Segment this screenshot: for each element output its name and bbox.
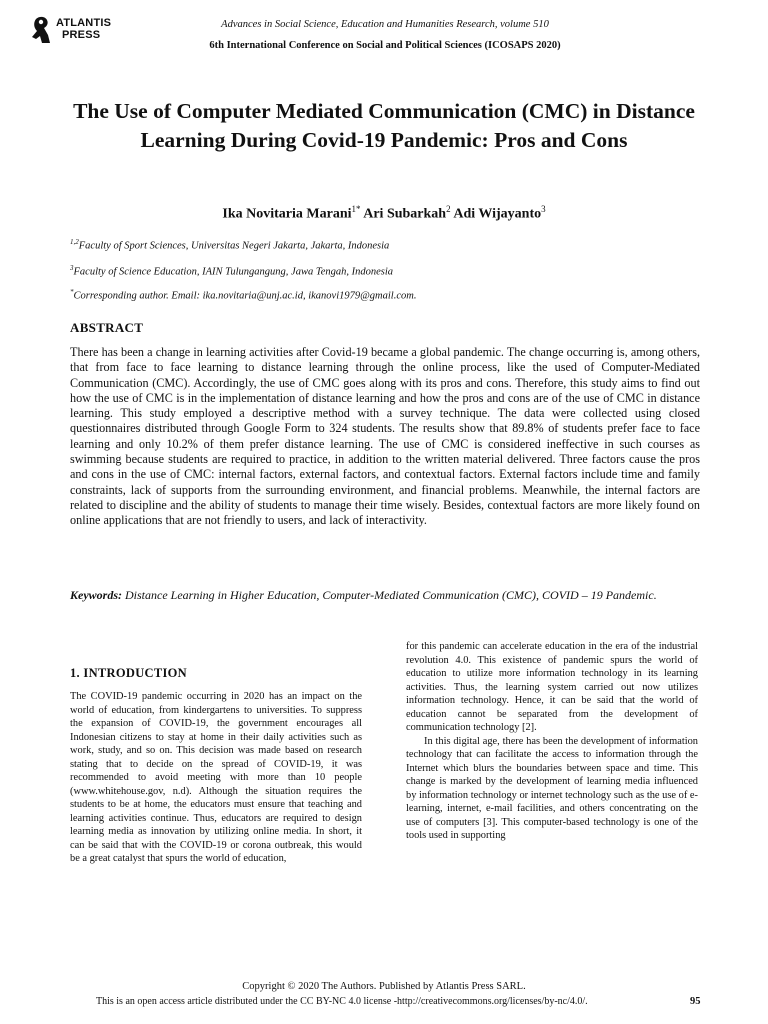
right-column (406, 640, 698, 896)
logo-line1: ATLANTIS (56, 17, 112, 29)
author-sup: 3 (541, 204, 546, 214)
publisher-logo (30, 15, 140, 47)
author-list (60, 200, 708, 224)
atlantis-figure-icon (30, 15, 54, 45)
section-heading-introduction: 1. INTRODUCTION (70, 666, 188, 680)
keywords (70, 588, 700, 603)
corresponding-author (70, 286, 710, 303)
affiliation (70, 262, 710, 279)
intro-paragraph: for this pandemic can accelerate education in the era of the industrial revolution 4.0. This existence of pandemic spurs the world of education to utilize more information technology in its learning activities. Thus, the learning system carried out now utilizes information technology. Hence, it can be said that the world of education cannot be separated from the development of communication technology [2]. (406, 641, 698, 733)
intro-paragraph: The COVID-19 pandemic occurring in 2020 has an impact on the world of education, from kindergartens to universities. To suppress the expansion of COVID-19, the government encourages all Indonesian citizens to stay at home in their daily activities such as work, study, and so on. This decision was made based on research stating that to decide on the spread of COVID-19, it was recommended to avoid meeting with more than 10 people (www.whitehouse.gov, n.d). Although the situation requires the students to be at home, the educators must ensure that teaching and learning activities continue. Thus, educators are required to design learning media as innovation by utilizing online media. In short, it can be said that with the COVID-19 or corona outbreak, this would be a great catalyst that spurs the world of education, (70, 691, 362, 864)
affiliation-text: Faculty of Sport Sciences, Universitas Negeri Jakarta, Jakarta, Indonesia (78, 240, 390, 252)
affiliation-text: Faculty of Science Education, IAIN Tulungangung, Jawa Tengah, Indonesia (73, 266, 394, 278)
affiliation (70, 236, 710, 253)
keywords-text: Distance Learning in Higher Education, Computer-Mediated Communication (CMC), COVID – 19 Pandemic. (125, 588, 657, 602)
logo-text (56, 17, 111, 41)
page-number: 95 (690, 996, 701, 1007)
journal-name: Advances in Social Science, Education and Humanities Research, volume 510 (221, 19, 549, 30)
abstract-heading: ABSTRACT (70, 320, 144, 335)
conference-name: 6th International Conference on Social and Political Sciences (ICOSAPS 2020) (209, 40, 561, 51)
author-sup: 2 (446, 204, 451, 214)
paper-title: The Use of Computer Mediated Communication (CMC) in Distance Learning During Covid-19 Pandemic: Pros and Cons (73, 99, 695, 152)
author-sup: 1* (351, 204, 361, 214)
logo-line2: PRESS (62, 29, 101, 41)
license-notice: This is an open access article distributed under the CC BY-NC 4.0 license -http://creativecommons.org/licenses/by-nc/4.0/. (96, 996, 588, 1007)
author-name: Ari Subarkah (363, 206, 447, 222)
keywords-label: Keywords: (70, 588, 122, 602)
intro-paragraph: In this digital age, there has been the development of information technology that can facilitate the access to information through the Internet which blurs the boundaries between space and time. This change is marked by the development of learning media influenced by information technology or internet technology such as the use of e-learning, internet, e-mail facilities, and others concentrating on the use of computers [3]. This computer-based technology is one of the tools used in supporting (406, 735, 698, 841)
affiliation-sup: 3 (70, 264, 74, 272)
left-column (70, 690, 362, 894)
affiliation-sup: * (70, 288, 74, 296)
affiliation-sup: 1,2 (70, 238, 79, 246)
affiliation-text: Corresponding author. Email: ika.novitaria@unj.ac.id, ikanovi1979@gmail.com. (73, 290, 417, 302)
author-name: Adi Wijayanto (453, 206, 542, 222)
abstract-text: There has been a change in learning activities after Covid-19 became a global pandemic. The change occurring is, among others, that from face to face learning to distance learning through the online process, like the used of Computer-Mediated Communication (CMC). Accordingly, the use of CMC goes along with its pros and cons. Therefore, this study aims to find out how the use of CMC is in the implementation of distance learning and how the pros and cons are of the use of CMC in distance learning. This study employed a descriptive method with a survey technique. The data were collected using closed questionnaires distributed through Google Form to 324 students. The results show that 89.8% of students prefer face to face learning and only 10.2% of them prefer distance learning. The use of CMC is considered ineffective in such courses as swimming because students are required to practice, in addition to the written material delivered. Three factors cause the pros and cons in the use of CMC: internal factors, external factors, and contextual factors. External factors include time and family constraints, lack of supports from the surrounding environment, and financial problems. Meanwhile, the internal factors are related to discipline and the ability of students to manage their time wisely. Besides, contextual factors are more likely found on online applications that are not friendly to users, and lack of interactivity. (70, 345, 700, 528)
copyright-notice: Copyright © 2020 The Authors. Published by Atlantis Press SARL. (242, 981, 526, 992)
author-name: Ika Novitaria Marani (222, 206, 352, 222)
